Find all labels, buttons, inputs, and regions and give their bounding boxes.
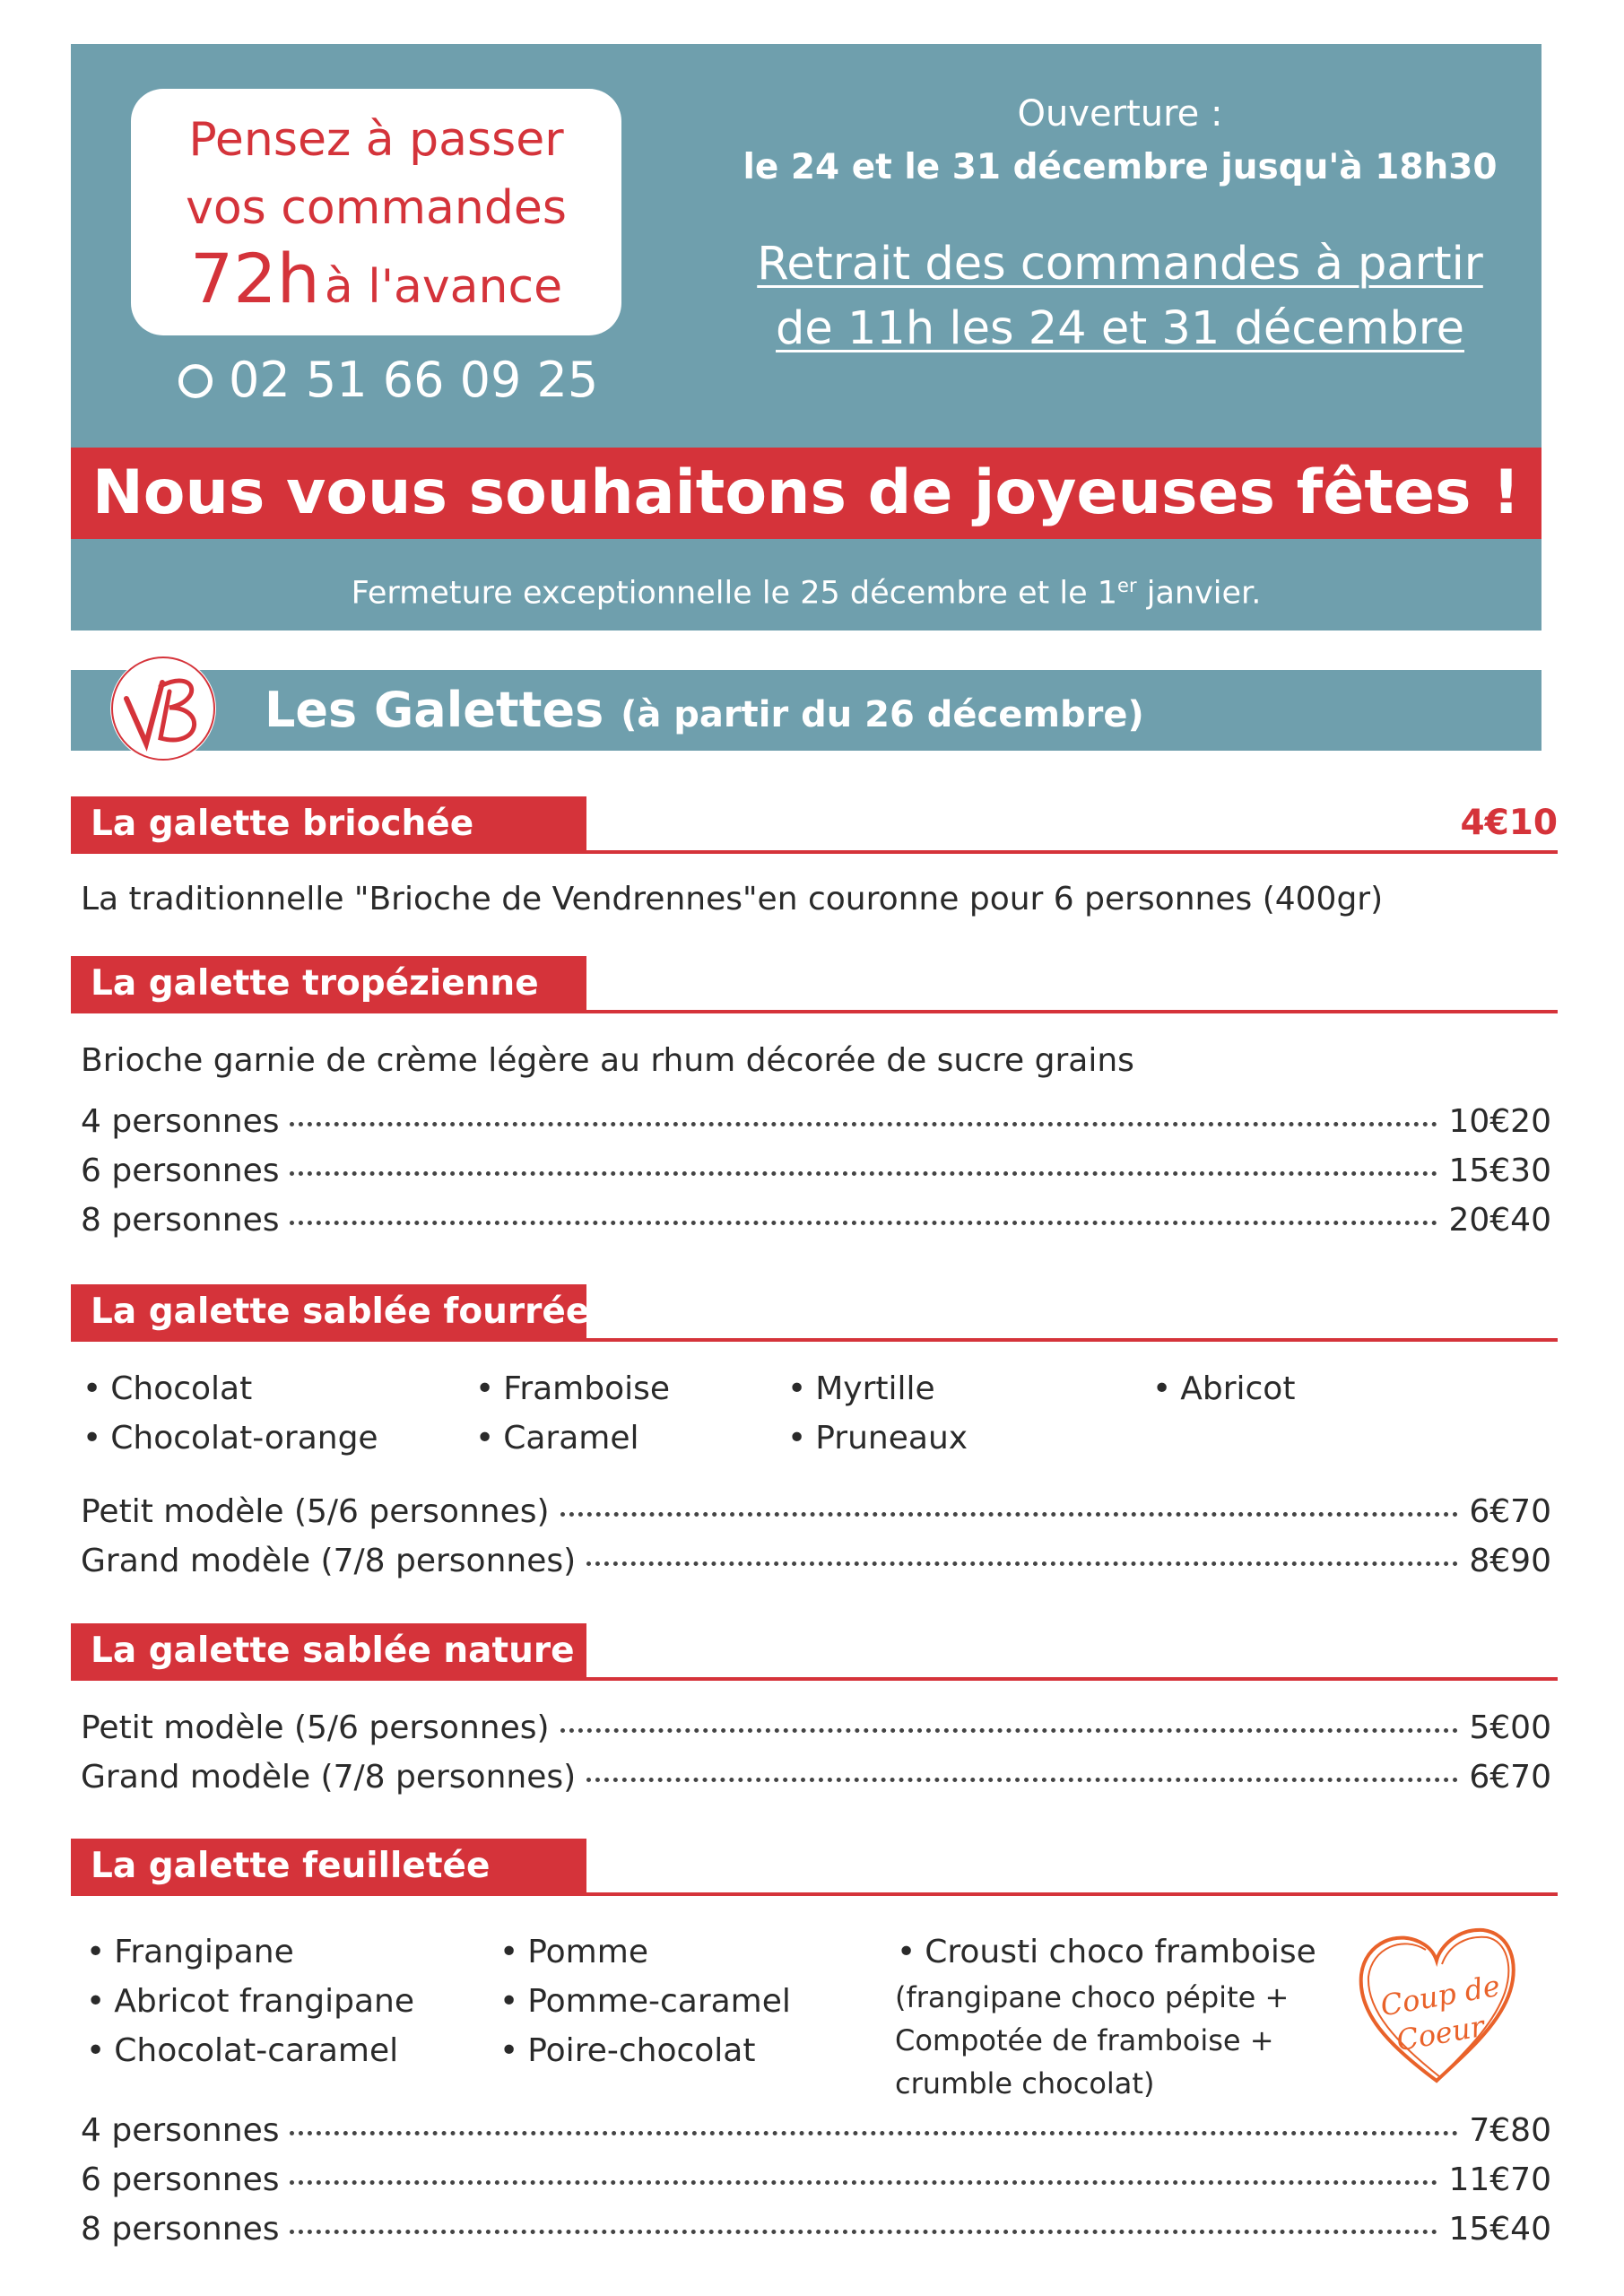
product-description: La traditionnelle "Brioche de Vendrennes"en couronne pour 6 personnes (400gr) [81, 881, 1384, 918]
leader-dots [290, 2180, 1437, 2185]
leader-dots [560, 1512, 1459, 1517]
price-row [81, 1704, 1551, 1752]
badge-line-1: Coup de [1377, 1968, 1503, 2023]
flavor-item: • Myrtille [787, 1365, 935, 1413]
flavor-item: • Caramel [475, 1414, 639, 1463]
price-value: 11€70 [1448, 2161, 1551, 2198]
price-row [81, 1488, 1551, 1536]
flavor-item: • Chocolat [83, 1365, 252, 1413]
product-heading-feuilletee [71, 1839, 1558, 1896]
flavor-item: • Poire-chocolat [499, 2027, 755, 2075]
price-label: 8 personnes [81, 1202, 280, 1239]
price-value: 5€00 [1469, 1709, 1551, 1746]
price-row [81, 1196, 1551, 1245]
closure-text: Fermeture exceptionnelle le 25 décembre et le 1 [351, 575, 1118, 612]
leader-dots [290, 2131, 1458, 2135]
flavor-item: • Crousti choco framboise [897, 1928, 1316, 1977]
price-value: 15€30 [1448, 1152, 1551, 1189]
price-row [81, 2107, 1551, 2155]
flavor-note: (frangipane choco pépite + [895, 1980, 1290, 2014]
price-label: 6 personnes [81, 1152, 280, 1189]
price-value: 15€40 [1448, 2211, 1551, 2248]
flavor-note: Compotée de framboise + [895, 2023, 1274, 2057]
price-label: Grand modèle (7/8 personnes) [81, 1759, 577, 1796]
leader-dots [290, 1122, 1437, 1126]
product-title: La galette sablée fourrée [71, 1284, 586, 1338]
price-label: 4 personnes [81, 1103, 280, 1140]
price-label: 8 personnes [81, 2211, 280, 2248]
order-advance: à l'avance [324, 260, 563, 314]
greeting-banner: Nous vous souhaitons de joyeuses fêtes ! [71, 448, 1541, 539]
logo-icon [110, 656, 216, 761]
flavor-item: • Abricot [1152, 1365, 1295, 1413]
price-value: 7€80 [1469, 2112, 1551, 2149]
price-row [81, 1537, 1551, 1586]
order-reminder-box [131, 89, 621, 335]
bakery-logo [110, 656, 216, 761]
product-title: La galette tropézienne [71, 956, 586, 1010]
leader-dots [290, 2230, 1437, 2234]
price-row [81, 2156, 1551, 2205]
pickup-info [690, 232, 1550, 361]
price-label: 6 personnes [81, 2161, 280, 2198]
order-line-1: Pensez à passer [188, 113, 564, 167]
price-row [81, 1753, 1551, 1802]
product-title: La galette briochée [71, 796, 586, 850]
flavor-item: • Framboise [475, 1365, 670, 1413]
pickup-line-1: Retrait des commandes à partir [757, 238, 1483, 291]
coup-de-coeur-heart-icon [1352, 1919, 1521, 2092]
pickup-line-2: de 11h les 24 et 31 décembre [776, 302, 1464, 355]
flavor-item: • Pomme [499, 1928, 648, 1977]
price-row [81, 1147, 1551, 1196]
leader-dots [586, 1778, 1458, 1782]
section-title-text: Les Galettes [265, 682, 604, 738]
product-title: La galette sablée nature [71, 1623, 586, 1677]
leader-dots [290, 1221, 1437, 1225]
flavor-item: • Pruneaux [787, 1414, 968, 1463]
closure-text-end: janvier. [1136, 575, 1262, 612]
closure-notice [71, 562, 1541, 617]
badge-line-2: Coeur [1394, 2008, 1487, 2058]
product-heading-tropezienne [71, 956, 1558, 1013]
price-value: 10€20 [1448, 1103, 1551, 1140]
price-label: 4 personnes [81, 2112, 280, 2149]
price-value: 6€70 [1469, 1759, 1551, 1796]
price-label: Grand modèle (7/8 personnes) [81, 1543, 577, 1579]
product-description: Brioche garnie de crème légère au rhum décorée de sucre grains [81, 1042, 1134, 1079]
flavor-item: • Pomme-caramel [499, 1978, 791, 2026]
flavor-item: • Frangipane [86, 1928, 294, 1977]
leader-dots [560, 1728, 1459, 1733]
flavor-item: • Abricot frangipane [86, 1978, 414, 2026]
price-label: Petit modèle (5/6 personnes) [81, 1493, 550, 1530]
leader-dots [586, 1561, 1458, 1566]
phone-text: 02 51 66 09 25 [229, 352, 599, 408]
order-line-2: vos commandes [186, 181, 567, 235]
product-heading-sablee-nature [71, 1623, 1558, 1681]
product-heading-briochee [71, 796, 1558, 854]
flavor-item: • Chocolat-caramel [86, 2027, 398, 2075]
phone-icon [178, 364, 213, 398]
galettes-section-bar [71, 670, 1541, 751]
price-value: 20€40 [1448, 1202, 1551, 1239]
order-line-3 [131, 241, 621, 335]
price-row [81, 2205, 1551, 2254]
section-title [265, 670, 1144, 751]
flavor-item: • Chocolat-orange [83, 1414, 378, 1463]
product-heading-sablee-fourree [71, 1284, 1558, 1342]
price-label: Petit modèle (5/6 personnes) [81, 1709, 550, 1746]
product-price: 4€10 [1460, 803, 1558, 843]
closure-sup: er [1117, 575, 1137, 596]
section-subtitle: (à partir du 26 décembre) [621, 694, 1144, 735]
phone-number [178, 349, 609, 412]
header-panel [71, 44, 1541, 631]
price-value: 8€90 [1469, 1543, 1551, 1579]
product-title: La galette feuilletée [71, 1839, 586, 1892]
price-value: 6€70 [1469, 1493, 1551, 1530]
leader-dots [290, 1171, 1437, 1176]
price-row [81, 1098, 1551, 1146]
order-hours: 72h [189, 239, 320, 318]
opening-dates: le 24 et le 31 décembre jusqu'à 18h30 [743, 147, 1498, 187]
flavor-note: crumble chocolat) [895, 2066, 1155, 2100]
opening-title: Ouverture : [1017, 93, 1223, 135]
